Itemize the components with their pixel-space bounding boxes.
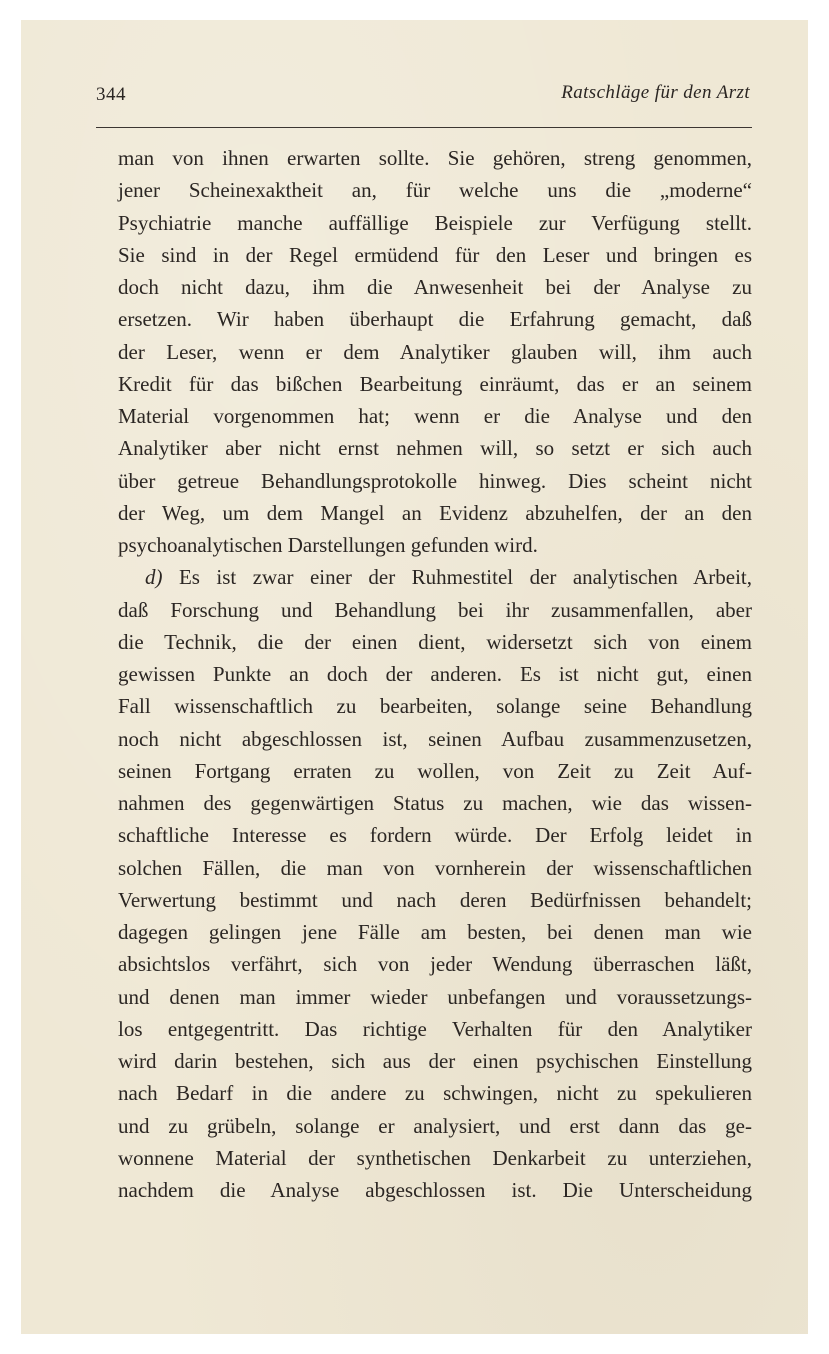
text-line: ersetzen. Wir haben überhaupt die Erfahrung gemacht, daß <box>118 307 752 332</box>
text-line: seinen Fortgang erraten zu wollen, von Zeit zu Zeit Auf- <box>118 758 752 783</box>
text-line: wonnene Material der synthetischen Denkarbeit zu unterziehen, <box>118 1145 752 1170</box>
header-rule <box>96 127 752 128</box>
text-line: noch nicht abgeschlossen ist, seinen Aufbau zusammenzusetzen, <box>118 726 752 751</box>
text-line: schaftliche Interesse es fordern würde. Der Erfolg leidet in <box>118 823 752 848</box>
text-line: Analytiker aber nicht ernst nehmen will, so setzt er sich auch <box>118 436 752 461</box>
section-marker: d) <box>145 565 163 590</box>
text-line: Material vorgenommen hat; wenn er die Analyse und den <box>118 404 752 428</box>
text-line: nach Bedarf in die andere zu schwingen, nicht zu spekulieren <box>118 1081 752 1106</box>
text-line: Kredit für das bißchen Bearbeitung einräumt, das er an seinem <box>118 371 752 396</box>
text-line: nahmen des gegenwärtigen Status zu machen, wie das wissen- <box>118 791 752 815</box>
text-line: wird darin bestehen, sich aus der einen psychischen Einstellung <box>118 1049 752 1073</box>
text-line: der Leser, wenn er dem Analytiker glauben will, ihm auch <box>118 339 752 364</box>
paragraph-1 <box>118 142 752 561</box>
text-line: Psychiatrie manche auffällige Beispiele zur Verfügung stellt. <box>118 210 752 235</box>
text-line: gewissen Punkte an doch der anderen. Es ist nicht gut, einen <box>118 662 752 686</box>
text-line: und zu grübeln, solange er analysiert, und erst dann das ge- <box>118 1113 752 1138</box>
text-line-rest: Es ist zwar einer der Ruhmestitel der analytischen Arbeit, <box>162 565 752 590</box>
text-line: nachdem die Analyse abgeschlossen ist. Die Unterscheidung <box>118 1178 752 1202</box>
text-line: solchen Fällen, die man von vornherein der wissenschaftlichen <box>118 855 752 880</box>
page-number: 344 <box>96 84 126 105</box>
text-line: die Technik, die der einen dient, widersetzt sich von einem <box>118 629 752 654</box>
text-line: über getreue Behandlungsprotokolle hinweg. Dies scheint nicht <box>118 468 752 493</box>
paragraph-2 <box>118 561 752 1206</box>
text-line: Verwertung bestimmt und nach deren Bedürfnissen behandelt; <box>118 887 752 912</box>
text-line: Sie sind in der Regel ermüdend für den Leser und bringen es <box>118 242 752 267</box>
text-line: und denen man immer wieder unbefangen und voraussetzungs- <box>118 984 752 1009</box>
text-line: daß Forschung und Behandlung bei ihr zusammenfallen, aber <box>118 597 752 622</box>
text-line: jener Scheinexaktheit an, für welche uns die „moderne“ <box>118 178 752 203</box>
text-line: Fall wissenschaftlich zu bearbeiten, solange seine Behandlung <box>118 694 752 719</box>
text-line: doch nicht dazu, ihm die Anwesenheit bei der Analyse zu <box>118 275 752 299</box>
text-line: dagegen gelingen jene Fälle am besten, bei denen man wie <box>118 920 752 944</box>
text-line: man von ihnen erwarten sollte. Sie gehören, streng genommen, <box>118 146 752 170</box>
paragraph-first-line <box>118 561 752 593</box>
running-title: Ratschläge für den Arzt <box>561 82 750 103</box>
text-line: psychoanalytischen Darstellungen gefunden wird. <box>118 533 538 557</box>
body-text <box>118 142 752 1206</box>
text-line: los entgegentritt. Das richtige Verhalten für den Analytiker <box>118 1016 752 1041</box>
page-header <box>96 80 750 112</box>
text-line: der Weg, um dem Mangel an Evidenz abzuhelfen, der an den <box>118 500 752 525</box>
text-line: absichtslos verfährt, sich von jeder Wendung überraschen läßt, <box>118 952 752 977</box>
